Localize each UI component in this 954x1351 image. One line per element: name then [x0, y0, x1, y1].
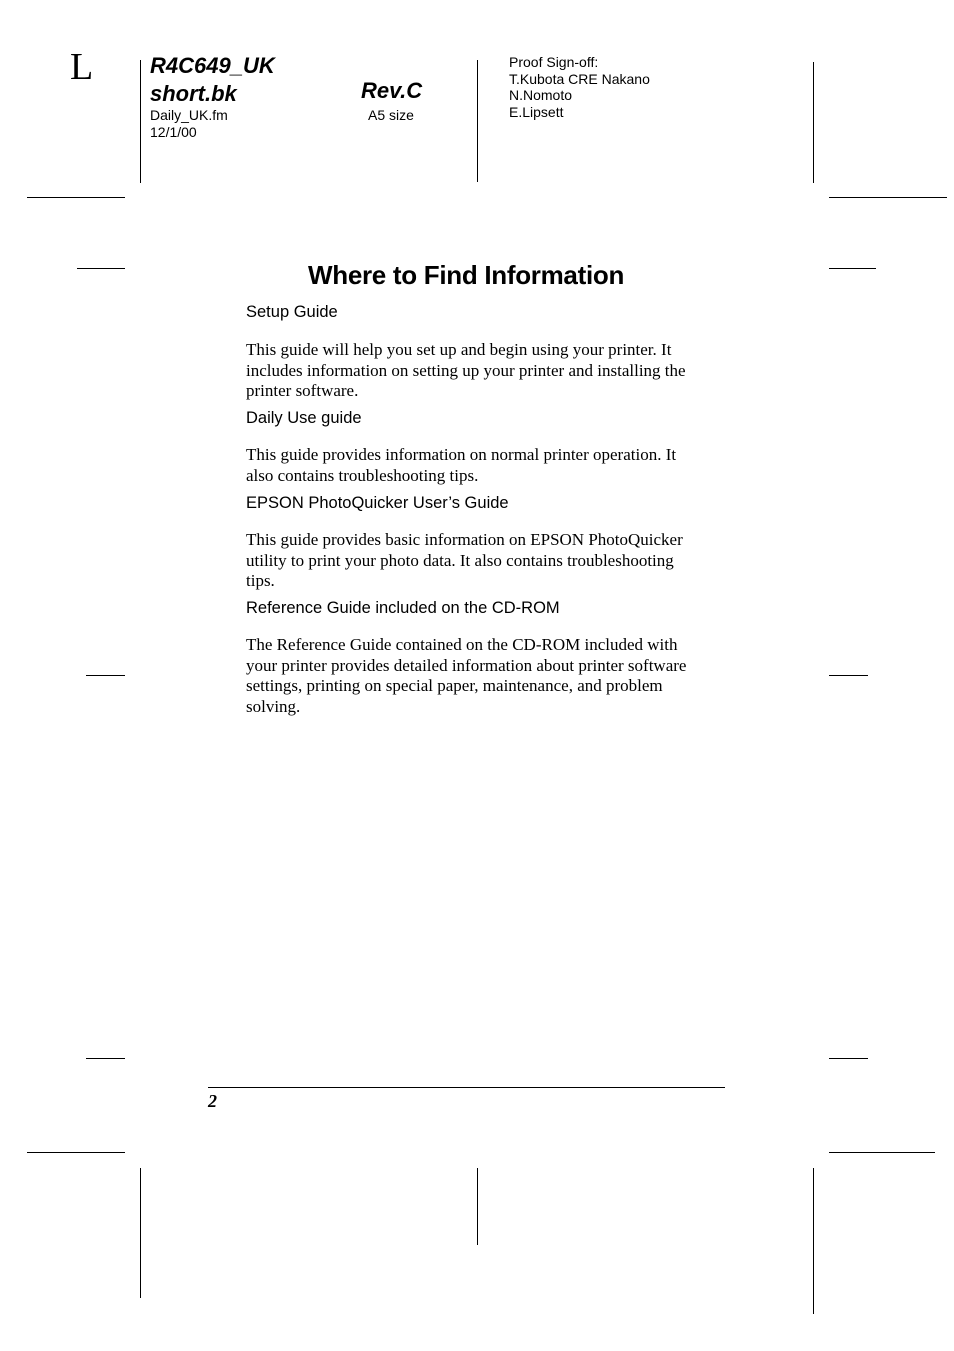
paragraph-line: This guide will help you set up and begin using your printer. It — [246, 340, 672, 359]
section-body-reference-guide — [246, 635, 726, 717]
file-info — [150, 107, 228, 140]
trim-mark-right-lower — [829, 1058, 868, 1059]
section-body-photoquicker — [246, 530, 726, 592]
crop-mark-bottom-right-horizontal — [829, 1152, 935, 1153]
signoff-name: E.Lipsett — [509, 103, 564, 120]
section-body-daily-use — [246, 445, 726, 486]
file-name: Daily_UK.fm — [150, 107, 228, 123]
section-heading-reference-guide: Reference Guide included on the CD-ROM — [246, 599, 560, 617]
job-title-line-2: short.bk — [150, 81, 237, 106]
paragraph-line: utility to print your photo data. It also contains troubleshooting — [246, 550, 674, 570]
paragraph-line: printer software. — [246, 381, 359, 400]
corner-letter: L — [70, 46, 94, 88]
trim-mark-right-upper — [829, 268, 876, 269]
paper-size: A5 size — [368, 107, 414, 123]
paragraph-line: tips. — [246, 571, 275, 590]
page-number: 2 — [208, 1091, 217, 1111]
paragraph-line: also contains troubleshooting tips. — [246, 465, 479, 485]
crop-mark-bottom-right-vertical — [813, 1168, 814, 1314]
section-heading-photoquicker: EPSON PhotoQuicker User’s Guide — [246, 494, 509, 512]
trim-mark-left-lower — [86, 1058, 125, 1059]
crop-mark-top-center-vertical — [477, 60, 478, 182]
crop-mark-top-left-horizontal — [27, 197, 125, 198]
signoff-name: N.Nomoto — [509, 87, 573, 103]
crop-mark-top-left-vertical — [140, 60, 141, 183]
trim-mark-right-middle — [829, 675, 868, 676]
job-title — [150, 52, 275, 108]
paragraph-line: solving. — [246, 696, 301, 716]
job-title-line-1: R4C649_UK — [150, 53, 275, 78]
section-body-setup-guide — [246, 340, 726, 402]
proof-signoff — [509, 54, 650, 120]
crop-mark-bottom-left-horizontal — [27, 1152, 125, 1153]
crop-mark-bottom-center-vertical — [477, 1168, 478, 1245]
paragraph-line: your printer provides detailed information about printer software — [246, 655, 687, 675]
trim-mark-left-upper — [77, 268, 125, 269]
crop-mark-bottom-left-vertical — [140, 1168, 141, 1298]
trim-mark-left-middle — [86, 675, 125, 676]
revision-label: Rev.C — [361, 78, 423, 103]
crop-mark-top-right-vertical — [813, 62, 814, 183]
paragraph-line: settings, printing on special paper, maintenance, and problem — [246, 676, 663, 695]
section-heading-setup-guide: Setup Guide — [246, 303, 338, 321]
file-date: 12/1/00 — [150, 123, 197, 140]
page-title: Where to Find Information — [308, 260, 625, 290]
paragraph-line: This guide provides information on normal printer operation. It — [246, 445, 677, 464]
section-heading-daily-use: Daily Use guide — [246, 409, 362, 427]
crop-mark-top-right-horizontal — [829, 197, 947, 198]
footer-rule — [208, 1087, 725, 1088]
paragraph-line: This guide provides basic information on EPSON PhotoQuicker — [246, 530, 683, 549]
paragraph-line: The Reference Guide contained on the CD-ROM included with — [246, 635, 678, 654]
signoff-name: T.Kubota CRE Nakano — [509, 70, 650, 87]
paragraph-line: includes information on setting up your printer and installing the — [246, 360, 686, 380]
signoff-title: Proof Sign-off: — [509, 54, 599, 70]
